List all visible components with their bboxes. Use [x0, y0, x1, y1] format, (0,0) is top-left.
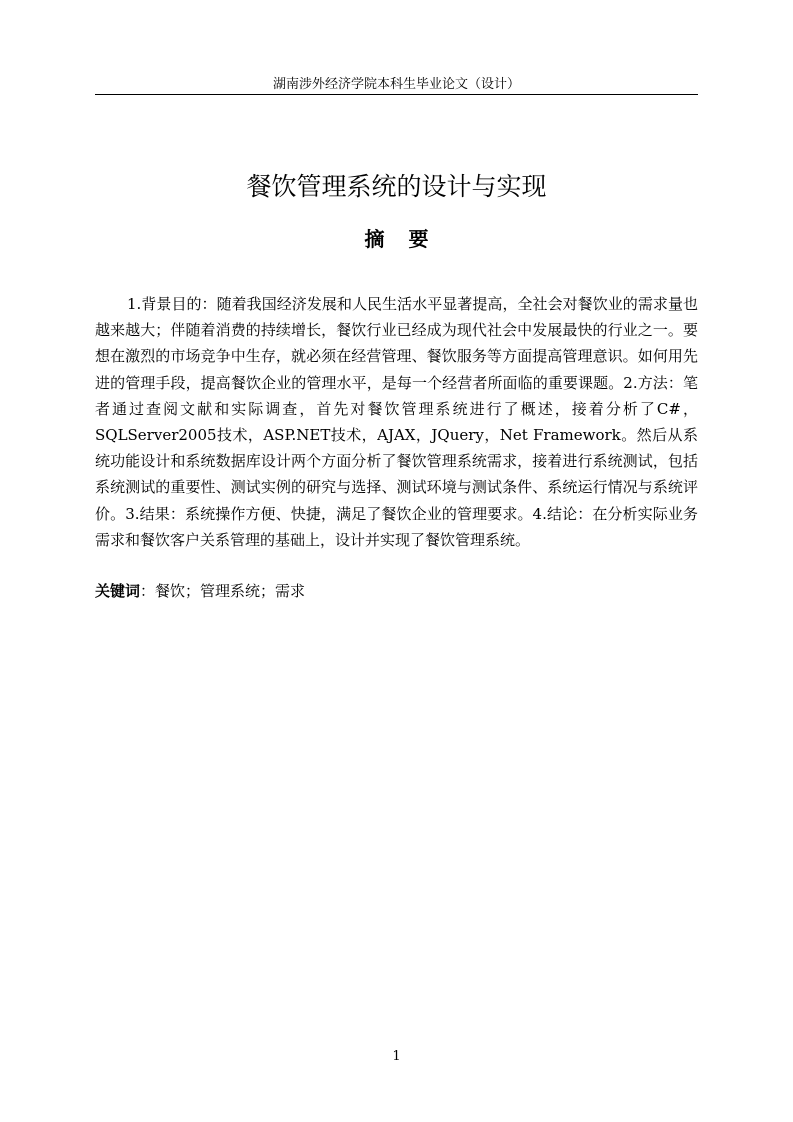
page-number: 1	[392, 1049, 401, 1064]
page-title: 餐饮管理系统的设计与实现	[246, 172, 547, 201]
header-divider	[95, 94, 698, 95]
abstract-body: 1.背景目的：随着我国经济发展和人民生活水平显著提高，全社会对餐饮业的需求量也越来越大；伴随着消费的持续增长，餐饮行业已经成为现代社会中发展最快的行业之一。要想在激烈的市场竞争中生存，就必须在经营管理、餐饮服务等方面提高管理意识。如何用先进的管理手段，提高餐饮企业的管理水平，是每一个经营者所面临的重要课题。2.方法：笔者通过查阅文献和实际调查，首先对餐饮管理系统进行了概述，接着分析了C#，SQLServer2005技术，ASP.NET技术，AJAX，JQuery，Net Framework。然后从系统功能设计和系统数据库设计两个方面分析了餐饮管理系统需求，接着进行系统测试，包括系统测试的重要性、测试实例的研究与选择、测试环境与测试条件、系统运行情况与系统评价。3.结果：系统操作方便、快捷，满足了餐饮企业的管理要求。4.结论：在分析实际业务需求和餐饮客户关系管理的基础上，设计并实现了餐饮管理系统。	[95, 295, 698, 549]
abstract-heading: 摘要	[364, 227, 453, 251]
keywords-text: 餐饮；管理系统；需求	[155, 582, 306, 600]
keywords-label: 关键词	[95, 582, 141, 600]
keywords-line	[95, 579, 698, 603]
keywords-separator: ：	[140, 582, 156, 600]
running-header: 湖南涉外经济学院本科生毕业论文（设计）	[272, 77, 520, 92]
